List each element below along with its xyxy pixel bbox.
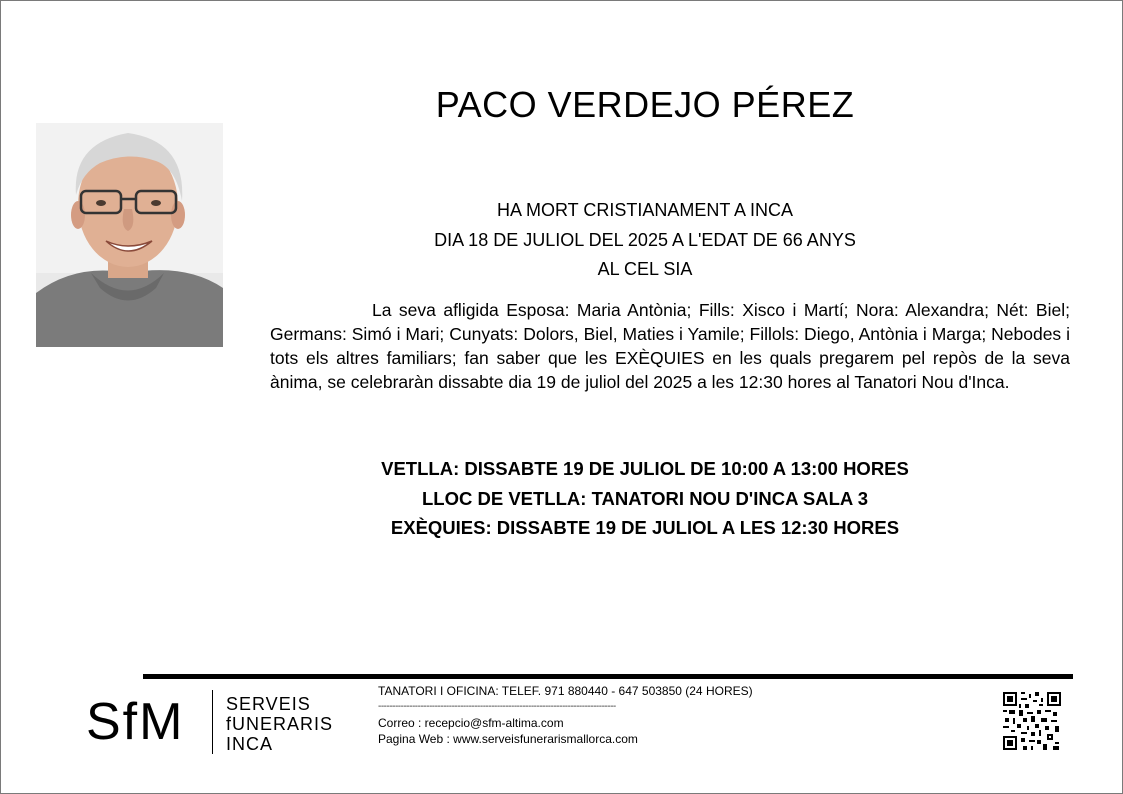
footer-divider <box>143 674 1073 679</box>
family-announcement <box>270 298 1070 394</box>
death-statement: HA MORT CRISTIANAMENT A INCA <box>496 200 794 220</box>
rest-in-peace: AL CEL SIA <box>597 259 693 279</box>
vetlla-location: LLOC DE VETLLA: TANATORI NOU D'INCA SALA 3 <box>422 488 868 509</box>
announcement-rest: Nét: Biel; Germans: Simó i Mari; Cunyats: Dolors, Biel, Maties i Yamile; Fillols: Diego, Antònia i Marga; Nebodes i tots els altres familiars; fan saber que les EXÈQUIES en les quals pregarem pel repòs de la seva ànima, se celebraràn dissabte dia 19 de juliol del 2025 a les 12:30 hores al Tanatori Nou d'Inca. <box>270 300 1070 392</box>
web-line: Pagina Web : www.serveisfunerarismallorca.com <box>378 732 638 746</box>
portrait-photo <box>36 123 223 347</box>
sfm-logo: SfM <box>86 693 185 751</box>
death-date-age: DIA 18 DE JULIOL DEL 2025 A L'EDAT DE 66 ANYS <box>434 230 856 250</box>
logo-line-inca: INCA <box>226 734 274 754</box>
phone-line: TANATORI I OFICINA: TELEF. 971 880440 - 647 503850 (24 HORES) <box>378 684 753 698</box>
qr-code-icon <box>1003 692 1061 750</box>
vetlla-time: VETLLA: DISSABTE 19 DE JULIOL DE 10:00 A 13:00 HORES <box>381 458 909 479</box>
announcement-first-line: La seva afligida Esposa: Maria Antònia; Fills: Xisco i Martí; Nora: Alexandra; <box>372 300 989 320</box>
logo-line-funeraris: fUNERARIS <box>226 714 334 734</box>
exequies-time: EXÈQUIES: DISSABTE 19 DE JULIOL A LES 12:30 HORES <box>390 517 900 538</box>
logo-separator <box>212 690 213 754</box>
email-line: Correo : recepcio@sfm-altima.com <box>378 716 564 730</box>
logo-wordmark <box>226 694 333 754</box>
portrait-illustration <box>36 123 223 347</box>
deceased-name: PACO VERDEJO PÉREZ <box>435 84 855 125</box>
logo-line-serveis: SERVEIS <box>226 694 311 714</box>
contact-separator: ------------------------------------------------------------------------------------ <box>378 701 616 712</box>
